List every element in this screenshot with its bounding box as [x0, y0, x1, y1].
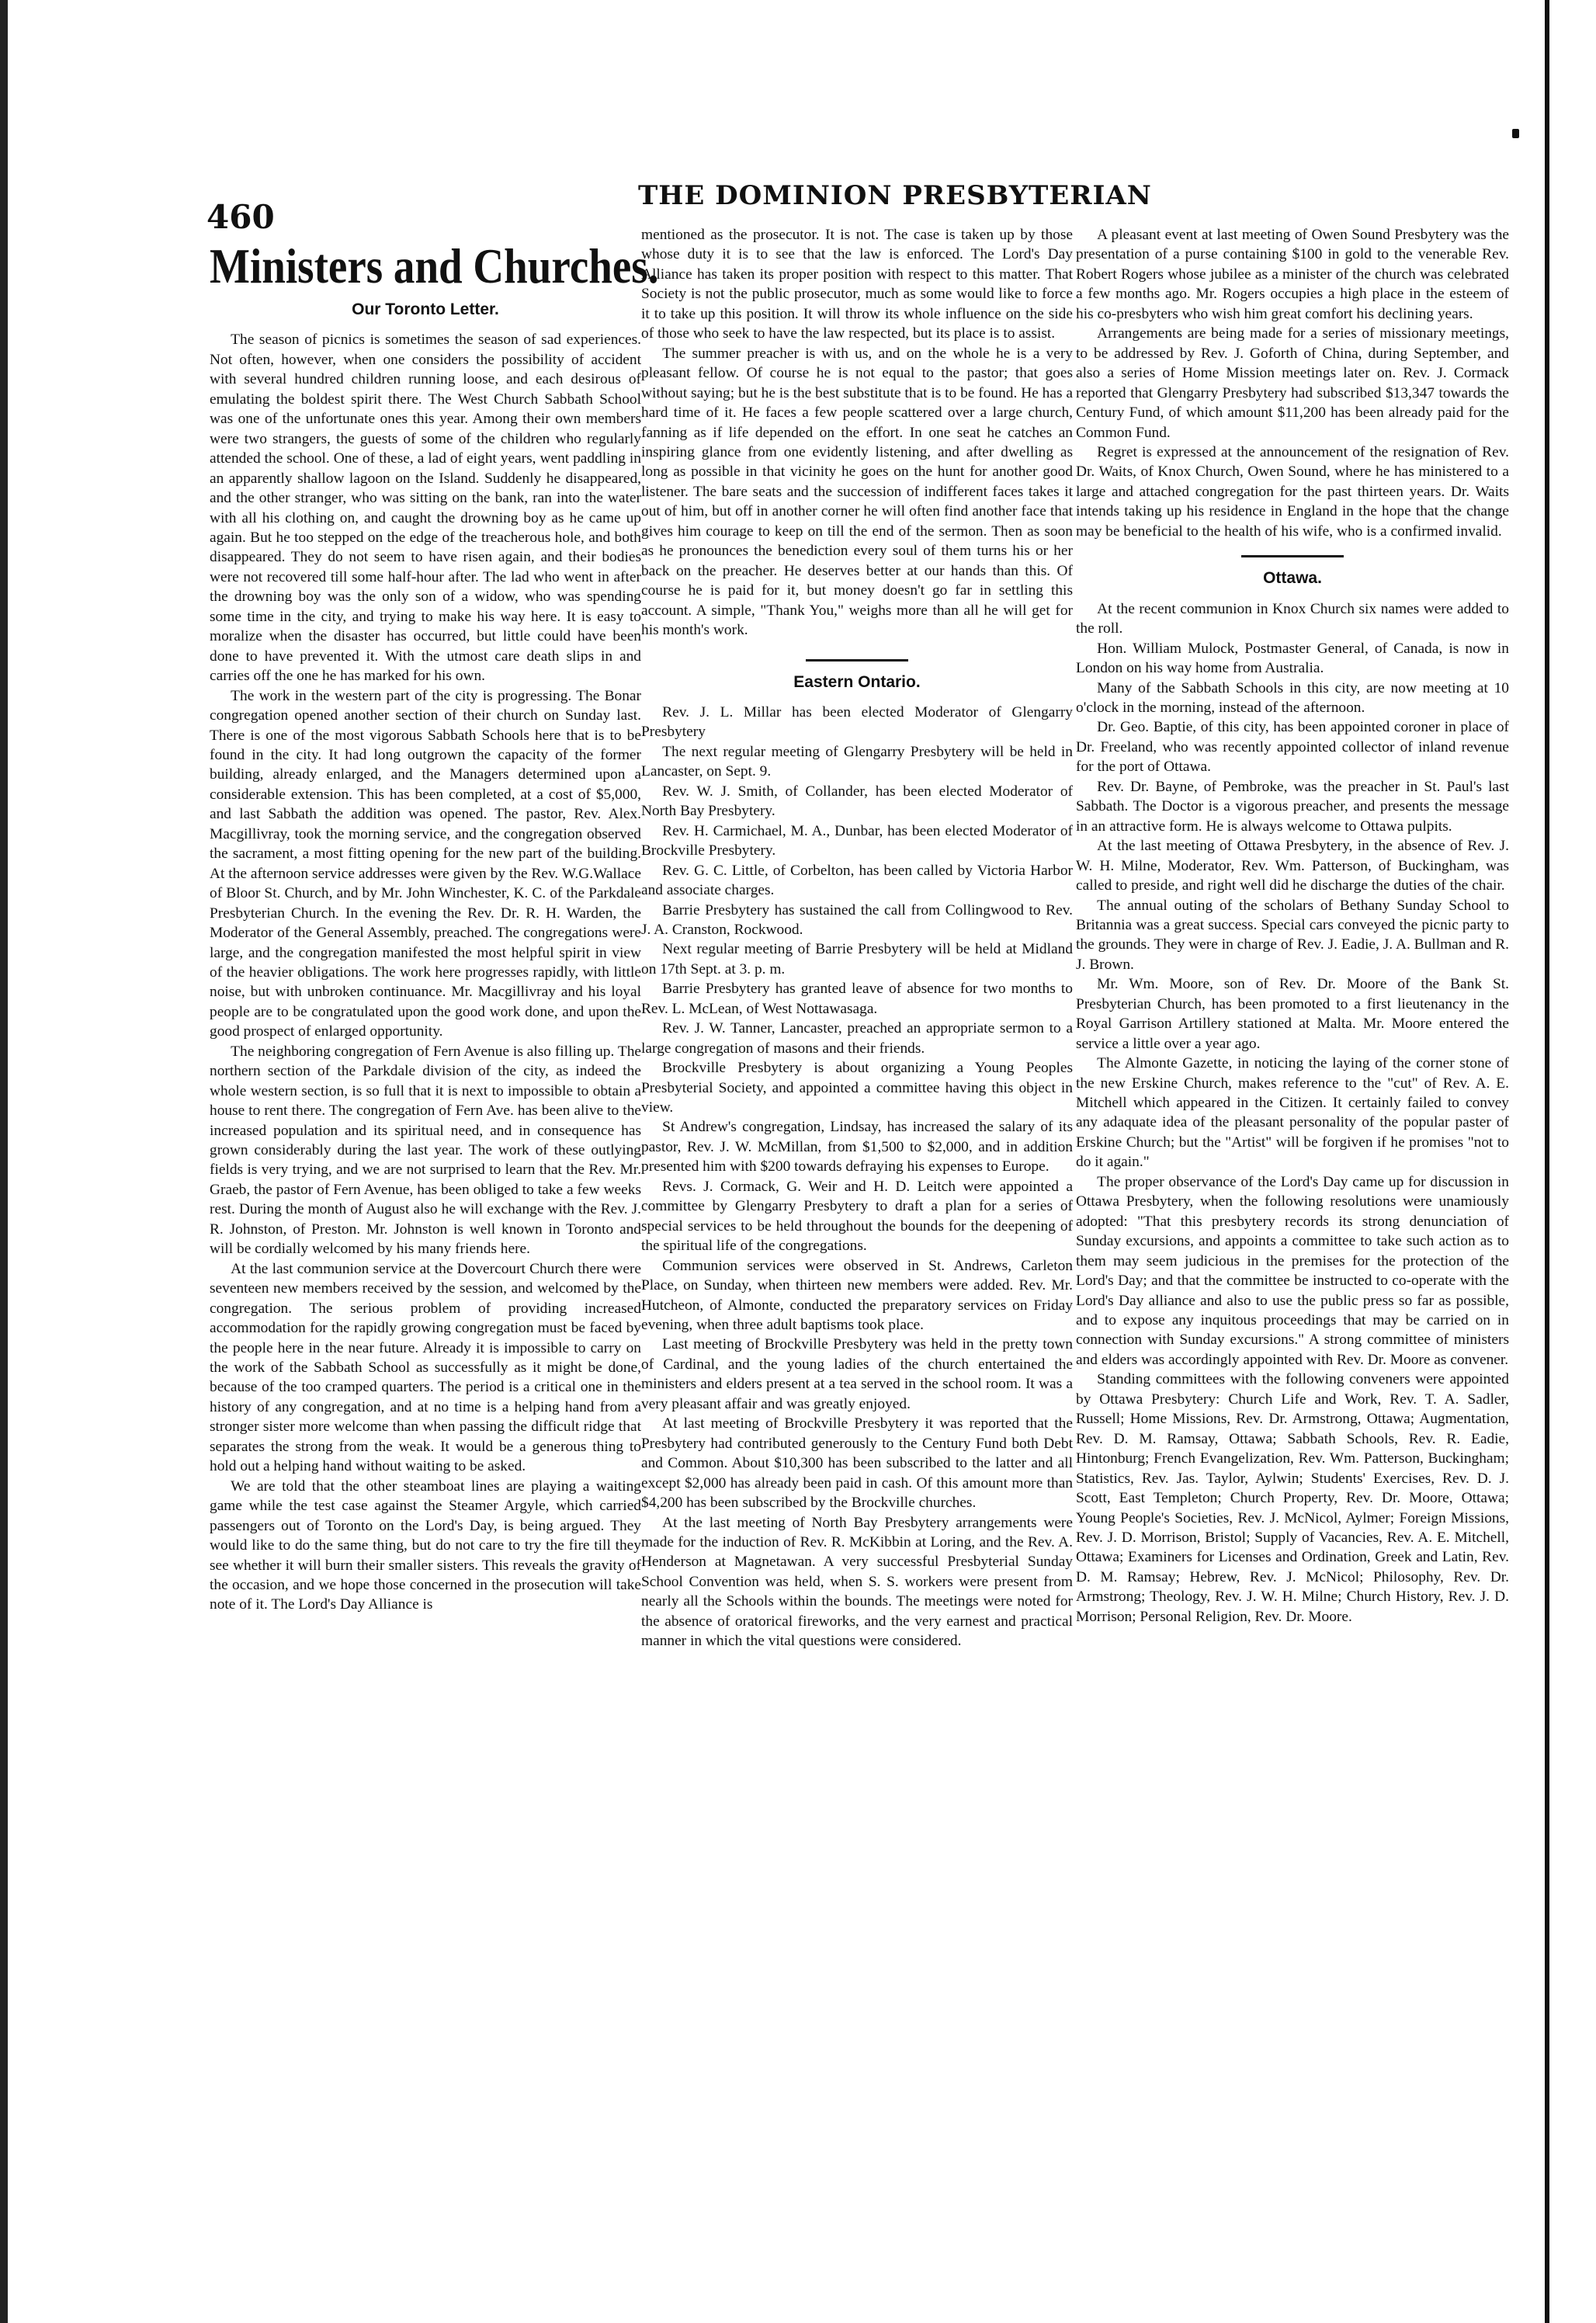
- column-1: [210, 238, 659, 1615]
- paragraph: The work in the western part of the city is progressing. The Bonar congregation opened another section of their church on Sunday last. There is one of the most vigorous Sabbath Schools here that is to be found in the city. It had long outgrown the capacity of the former building, already enlarged, and the Managers determined upon a considerable extension. This has been completed, at a cost of $5,000, and last Sabbath the addition was opened. The pastor, Rev. Alex. Macgillivray, took the morning service, and the congregation observed the sacrament, a most fitting opening for the new part of the building. At the afternoon service addresses were given by the Rev. W.G.Wallace of Bloor St. Church, and by Mr. John Winchester, K. C. of the Parkdale Presbyterian Church. In the evening the Rev. Dr. R. H. Warden, the Moderator of the General Assembly, preached. The congregations were large, and the congregation manifested the most helpful spirit in view of the heavier obligations. The work here progresses rapidly, with little noise, but with unbroken continuance. Mr. Macgillivray and his loyal people are to be congratulated upon the good work done, and upon the good prospect of enlarged opportunity.: [210, 687, 641, 1040]
- left-edge-border: [0, 0, 8, 2323]
- news-item: Brockville Presbytery is about organizing a Young Peoples Presbyterial Society, and appointed a committee having this object in view.: [641, 1060, 1073, 1116]
- section-separator: [806, 659, 908, 661]
- subhead-ottawa: Ottawa.: [1263, 569, 1322, 588]
- right-edge-rule: [1545, 0, 1549, 2323]
- section-separator: [1241, 555, 1344, 557]
- news-item: The annual outing of the scholars of Bethany Sunday School to Britannia was a great success. Special cars conveyed the picnic party to the grounds. They were in charge of Rev. J. Eadie, J. A. Bullman and R. J. Brown.: [1076, 897, 1509, 973]
- news-item: Barrie Presbytery has sustained the call from Collingwood to Rev. J. A. Cranston, Rockwood.: [641, 901, 1073, 938]
- column-2: [641, 225, 1073, 1651]
- running-head: THE DOMINION PRESBYTERIAN: [638, 180, 1152, 211]
- news-item: Rev. H. Carmichael, M. A., Dunbar, has been elected Moderator of Brockville Presbytery.: [641, 822, 1073, 859]
- news-item: Barrie Presbytery has granted leave of absence for two months to Rev. L. McLean, of West Nottawasaga.: [641, 981, 1073, 1017]
- news-item: Dr. Geo. Baptie, of this city, has been appointed coroner in place of Dr. Freeland, who was recently appointed collector of inland revenue for the port of Ottawa.: [1076, 719, 1509, 776]
- paragraph: Regret is expressed at the announcement of the resignation of Rev. Dr. Waits, of Knox Church, Owen Sound, where he has ministered to a large and attached congregation for the past thirteen years. Dr. Waits intends taking up his residence in England in the hope that the change may be beneficial to the health of his wife, who is a confirmed invalid.: [1076, 443, 1509, 540]
- news-item: Rev. J. L. Millar has been elected Moderator of Glengarry Presbytery: [641, 703, 1073, 741]
- paragraph: At the last communion service at the Dovercourt Church there were seventeen new members received by the session, and welcomed by the congregation. The serious problem of providing increased accommodation for the rapidly growing congregation must be faced by the people here in the near future. Already it is impossible to carry on the work of the Sabbath School as successfully as it might be done, because of the too cramped quarters. The period is a critical one in the history of any congregation, and at no time is a helping hand from a stronger sister more welcome than when passing the difficult ridge that separates the strong from the weak. It would be a generous thing to hold out a helping hand without waiting to be asked.: [210, 1260, 641, 1475]
- news-item: Rev. G. C. Little, of Corbelton, has been called by Victoria Harbor and associate charges.: [641, 862, 1073, 899]
- news-item: Standing committees with the following conveners were appointed by Ottawa Presbytery: Church Life and Work, Rev. T. A. Sadler, Russell; Home Missions, Rev. Dr. Armstrong, Ottawa; Augmentation, Rev. D. M. Ramsay, Ottawa; Sabbath Schools, Rev. R. Eadie, Hintonburg; French Evangelization, Rev. Wm. Patterson, Buckingham; Statistics, Rev. Jas. Taylor, Aylwin; Students' Exercises, Rev. D. J. Scott, East Templeton; Church Property, Rev. Dr. Moore, Ottawa; Young People's Societies, Rev. J. McNicol, Aylmer; Foreign Missions, Rev. J. D. Morrison, Bristol; Supply of Vacancies, Rev. A. E. Mitchell, Ottawa; Examiners for Licenses and Ordination, Greek and Latin, Rev. D. M. Ramsay; Hebrew, Rev. J. McNicol; Philosophy, Rev. Dr. Armstrong; Theology, Rev. J. W. H. Milne; Church History, Rev. J. D. Morrison; Personal Religion, Rev. Dr. Moore.: [1076, 1371, 1509, 1625]
- news-item: St Andrew's congregation, Lindsay, has increased the salary of its pastor, Rev. J. W. McMillan, from $1,500 to $2,000, and in addition presented him with $200 towards defraying his expenses to Europe.: [641, 1119, 1073, 1175]
- paragraph: A pleasant event at last meeting of Owen Sound Presbytery was the presentation of a purse containing $100 in gold to the venerable Rev. Robert Rogers whose jubilee as a minister of the church was celebrated a few months ago. Mr. Rogers occupies a high place in the esteem of his co-presbyters who wish him great comfort his declining years.: [1076, 227, 1509, 322]
- subhead-toronto-letter: Our Toronto Letter.: [352, 300, 499, 318]
- paragraph: The neighboring congregation of Fern Avenue is also filling up. The northern section of the Parkdale division of the city, as indeed the whole western section, is so full that it is next to impossible to obtain a house to rent there. The congregation of Fern Ave. has been alive to the increased population and its spiritual need, and in consequence has grown considerably during the last year. The work of these outlying fields is very trying, and we are not surprised to learn that the Rev. Mr. Graeb, the pastor of Fern Avenue, has been obliged to take a few weeks rest. During the month of August also he will exchange with the Rev. J. R. Johnston, of Preston. Mr. Johnston is well known in Toronto and will be cordially welcomed by his many friends here.: [210, 1043, 641, 1258]
- paragraph: The summer preacher is with us, and on the whole he is a very pleasant fellow. Of course he is not equal to the pastor; that goes without saying; but he is the best substitute that is to be found. He has a hard time of it. He faces a few people scattered over a large church, fanning as if life depended on the effort. In one seat he catches an inspiring glance from one evidently listening, and after dwelling as long as possible in that vicinity he goes on the hunt for another good listener. The bare seats and the succession of indifferent faces takes it out of him, but off in another corner he will often find another face that gives him courage to keep on till the end of the sermon. Then as soon as he pronounces the benediction every soul of them turns his or her back on the preacher. He deserves better at our hands than this. Of course he is paid for it, but money doesn't go far in settling this account. A simple, "Thank You," weighs more than all he will get for his month's work.: [641, 345, 1073, 639]
- paragraph: Arrangements are being made for a series of missionary meetings, to be addressed by Rev. J. Goforth of China, during September, and also a series of Home Mission meetings later on. Rev. J. Cormack reported that Glengarry Presbytery had subscribed $13,347 towards the Century Fund, of which amount $11,200 has been already paid for the Common Fund.: [1076, 325, 1509, 441]
- paragraph: mentioned as the prosecutor. It is not. The case is taken up by those whose duty it is to see that the law is enforced. The Lord's Day Alliance has taken its proper position with respect to this matter. That Society is not the public prosecutor, much as some would like to force it to take up this position. It will throw its whole influence on the side of those who seek to have the law respected, but its place is to assist.: [641, 227, 1073, 342]
- paragraph: We are told that the other steamboat lines are playing a waiting game while the test case against the Steamer Argyle, which carried passengers out of Toronto on the Lord's Day, is being argued. They would like to do the same thing, but do not care to try the fire till they see whether it will burn their smaller sisters. This reveals the gravity of the occasion, and we hope those concerned in the prosecution will take note of it. The Lord's Day Alliance is: [210, 1477, 641, 1613]
- paragraph: The season of picnics is sometimes the season of sad experiences. Not often, however, when one considers the possibility of accident with several hundred children running loose, and each desirous of emulating the boldest spirit there. The West Church Sabbath School was one of the unfortunate ones this year. Among their own members were two strangers, the guests of some of the children who regularly attended the school. One of these, a lad of eight years, went paddling in an apparently shallow lagoon on the Island. Suddenly he disappeared, and the other stranger, who was sitting on the bank, ran into the water with all his clothing on, and caught the drowning boy as he came up again. But he too stepped on the edge of the treacherous hole, and both disappeared. They do not seem to have risen again, and their bodies were not recovered till some half-hour after. The lad who went in after the drowning boy was the only son of a widow, who was spending some time in the city, and trying to make his way here. It is easy to moralize when the disaster has occurred, but little could have been done to have prevented it. With the utmost care death slips in and carries off the one he has marked for his own.: [210, 332, 641, 685]
- news-item: At the last meeting of Ottawa Presbytery, in the absence of Rev. J. W. H. Milne, Moderator, Rev. Wm. Patterson, of Buckingham, was called to preside, and right well did he discharge the duties of the chair.: [1076, 838, 1509, 894]
- news-item: Rev. J. W. Tanner, Lancaster, preached an appropriate sermon to a large congregation of masons and their friends.: [641, 1020, 1073, 1057]
- subhead-eastern-ontario: Eastern Ontario.: [793, 672, 921, 691]
- page-number: 460: [206, 198, 275, 236]
- news-item: At the last meeting of North Bay Presbytery arrangements were made for the induction of Rev. R. McKibbin at Loring, and the Rev. A. Henderson at Magnetawan. A very successful Presbyterial Sunday School Convention was held, when S. S. workers were present from nearly all the Schools within the bounds. The meetings were noted for the absence of oratorical fireworks, and the very earnest and practical manner in which the vital questions were considered.: [641, 1514, 1073, 1650]
- news-item: The Almonte Gazette, in noticing the laying of the corner stone of the new Erskine Church, makes reference to the "cut" of Rev. A. E. Mitchell which appeared in the Citizen. It certainly failed to convey any adaquate idea of the pleasant personality of the popular paster of Erskine Church; but the "Artist" will be forgiven if he promises "not to do it again.": [1076, 1055, 1509, 1171]
- news-item: Rev. W. J. Smith, of Collander, has been elected Moderator of North Bay Presbytery.: [641, 783, 1073, 820]
- news-item: Mr. Wm. Moore, son of Rev. Dr. Moore of the Bank St. Presbyterian Church, has been promoted to a first lieutenancy in the Royal Garrison Artillery stationed at Malta. Mr. Moore entered the service a little over a year ago.: [1076, 976, 1509, 1052]
- news-item: Last meeting of Brockville Presbytery was held in the pretty town of Cardinal, and the young ladies of the church entertained the ministers and elders present at a tea served in the school room. It was a very pleasant affair and was greatly enjoyed.: [641, 1336, 1073, 1412]
- news-item: Many of the Sabbath Schools in this city, are now meeting at 10 o'clock in the morning, instead of the afternoon.: [1076, 679, 1509, 716]
- news-item: At last meeting of Brockville Presbytery it was reported that the Presbytery had contributed generously to the Century Fund both Debt and Common. About $10,300 has been subscribed to the latter and all except $2,000 has already been paid in cash. Of this amount more than $4,200 has been subscribed by the Brockville churches.: [641, 1415, 1073, 1512]
- margin-mark: [1512, 129, 1519, 138]
- news-item: Rev. Dr. Bayne, of Pembroke, was the preacher in St. Paul's last Sabbath. The Doctor is a vigorous preacher, and presents the message in an attractive form. He is always welcome to Ottawa pulpits.: [1076, 778, 1509, 835]
- news-item: The next regular meeting of Glengarry Presbytery will be held in Lancaster, on Sept. 9.: [641, 743, 1073, 780]
- news-item: At the recent communion in Knox Church six names were added to the roll.: [1076, 600, 1509, 637]
- news-item: Revs. J. Cormack, G. Weir and H. D. Leitch were appointed a committee by Glengarry Presbytery to draft a plan for a series of special services to be held throughout the bounds for the deepening of the spiritual life of the congregations.: [641, 1178, 1073, 1255]
- news-item: Next regular meeting of Barrie Presbytery will be held at Midland on 17th Sept. at 3. p. m.: [641, 941, 1073, 977]
- column-3: [1076, 225, 1509, 1627]
- news-item: The proper observance of the Lord's Day came up for discussion in Ottawa Presbytery, when the following resolutions were unamiously adopted: "That this presbytery records its strong denunciation of Sunday excursions, and appoints a committee to take such action as to them may seem judicious in the premises for the protection of the Lord's Day; and that the committee be instructed to co-operate with the Lord's Day alliance and also to use the public press so far as possible, and to expose any inquitous proceedings that may be carried on in connection with Sunday excursions." A strong committee of ministers and elders was accordingly appointed with Rev. Dr. Moore as convener.: [1076, 1173, 1509, 1368]
- section-title: Ministers and Churches.: [210, 238, 659, 293]
- news-item: Communion services were observed in St. Andrews, Carleton Place, on Sunday, when thirteen new members were added. Rev. Mr. Hutcheon, of Almonte, conducted the preparatory services on Friday evening, when three adult baptisms took place.: [641, 1257, 1073, 1334]
- news-item: Hon. William Mulock, Postmaster General, of Canada, is now in London on his way home from Australia.: [1076, 640, 1509, 677]
